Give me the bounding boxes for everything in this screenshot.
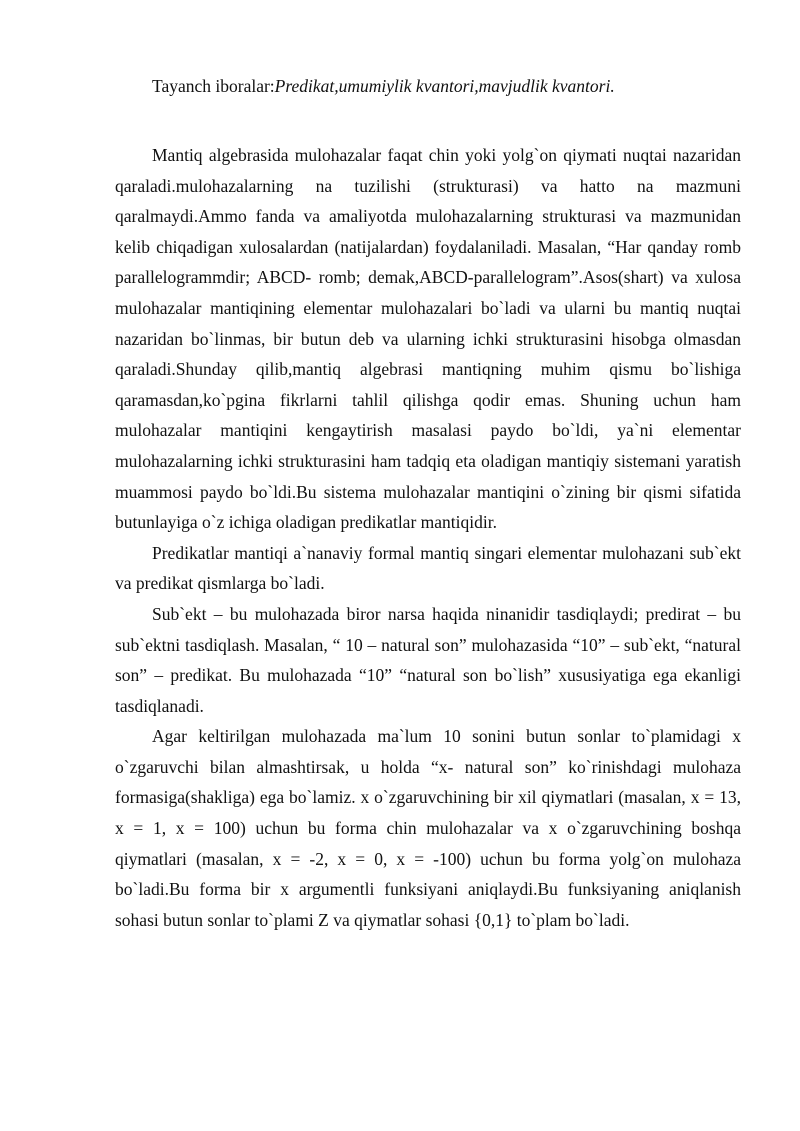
keywords-value: Predikat,umumiylik kvantori,mavjudlik kvantori. (274, 76, 615, 96)
keywords-line (152, 76, 615, 97)
body-text (115, 140, 741, 935)
keywords-label: Tayanch iboralar: (152, 76, 275, 96)
paragraph-subject: Sub`ekt – bu mulohazada biror narsa haqida ninanidir tasdiqlaydi; predirat – bu sub`ektni tasdiqlash. Masalan, “ 10 – natural son” mulohazasida “10” – sub`ekt, “natural son” – predikat. Bu mulohazada “10” “natural son bo`lish” xususiyatiga ega ekanligi tasdiqlanadi. (115, 603, 741, 716)
paragraph-predicate-logic: Predikatlar mantiqi a`nanaviy formal mantiq singari elementar mulohazani sub`ekt va predikat qismlarga bo`ladi. (115, 542, 741, 594)
paragraph-intro: Mantiq algebrasida mulohazalar faqat chin yoki yolg`on qiymati nuqtai nazaridan qaraladi.mulohazalarning na tuzilishi (strukturasi) va hatto na mazmuni qaralmaydi.Ammo fanda va amaliyotda mulohazalarning strukturasi va mazmunidan kelib chiqadigan xulosalardan (natijalardan) foydalaniladi. Masalan, “Har qanday romb parallelogrammdir; ABCD- romb; demak,ABCD-parallelogram”.Asos(shart) va xulosa mulohazalar mantiqining elementar mulohazalari bo`ladi va ularni bu mantiq nuqtai nazaridan bo`linmas, bir butun deb va ularning ichki strukturasini hisobga olmasdan qaraladi.Shunday qilib,mantiq algebrasi mantiqning muhim qismu bo`lishiga qaramasdan,ko`pgina fikrlarni tahlil qilishga qodir emas. Shuning uchun ham mulohazalar mantiqini kengaytirish masalasi paydo bo`ldi, ya`ni elementar mulohazalarning ichki strukturasini ham tadqiq eta oladigan mantiqiy sistemani yaratish muammosi paydo bo`ldi.Bu sistema mulohazalar mantiqini o`zining bir qismi sifatida butunlayiga o`z ichiga oladigan predikatlar mantiqidir. (115, 145, 741, 533)
paragraph-variable: Agar keltirilgan mulohazada ma`lum 10 sonini butun sonlar to`plamidagi x o`zgaruvchi bilan almashtirsak, u holda “x- natural son” ko`rinishdagi mulohaza formasiga(shakliga) ega bo`lamiz. x o`zgaruvchining bir xil qiymatlari (masalan, x = 13, x = 1, x = 100) uchun bu forma chin mulohazalar va x o`zgaruvchining boshqa qiymatlari (masalan, x = -2, x = 0, x = -100) uchun bu forma yolg`on mulohaza bo`ladi.Bu forma bir x argumentli funksiyani aniqlaydi.Bu funksiyaning aniqlanish sohasi butun sonlar to`plami Z va qiymatlar sohasi {0,1} to`plam bo`ladi. (115, 726, 741, 930)
